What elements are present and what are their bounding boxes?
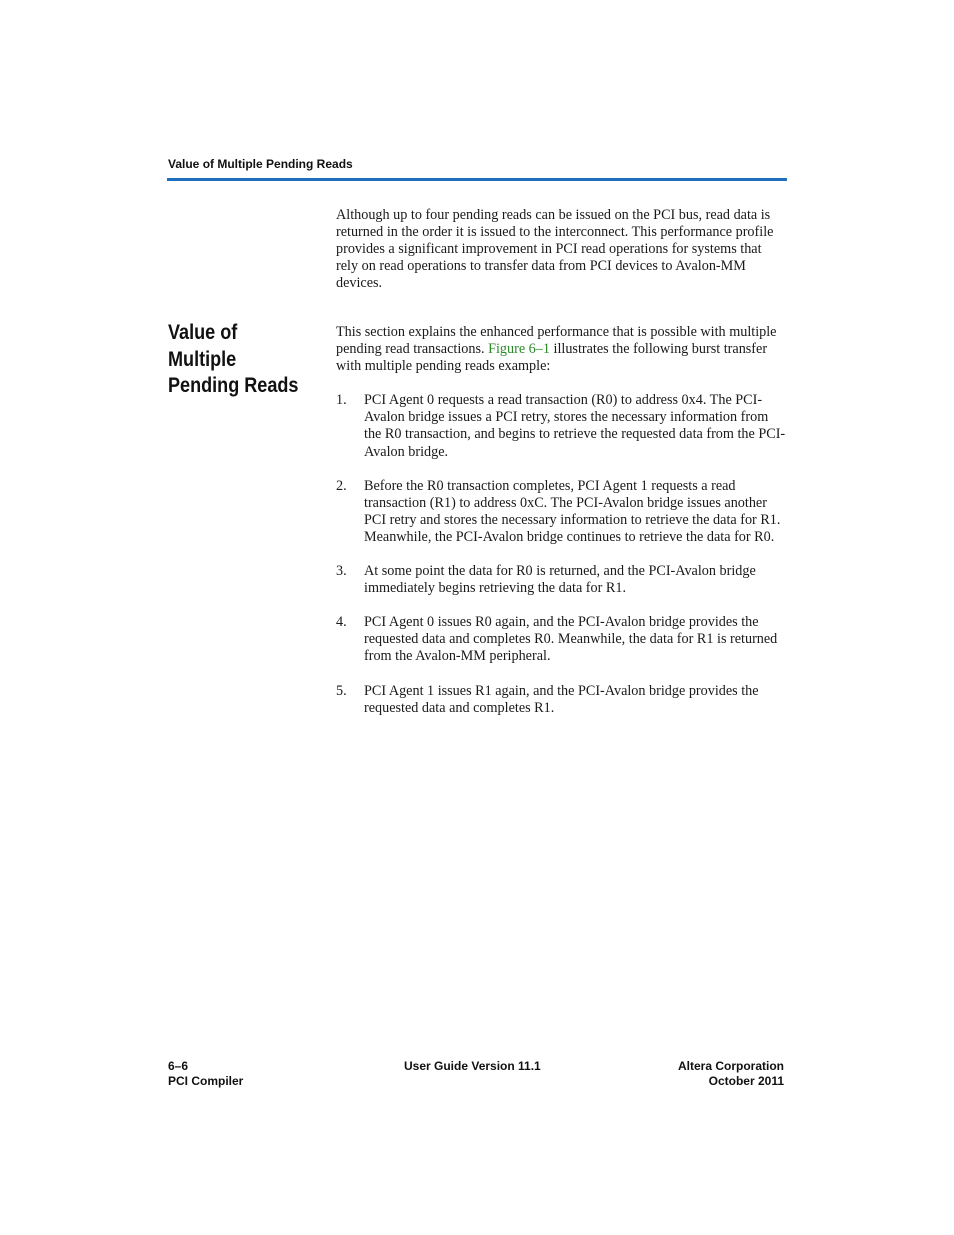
list-item-text: PCI Agent 0 issues R0 again, and the PCI-Avalon bridge provides the requested data and completes R0. Meanwhile, the data for R1 is returned from the Avalon-MM peripheral.	[364, 614, 778, 665]
list-item	[336, 563, 786, 597]
list-item	[336, 683, 786, 717]
list-item-text: At some point the data for R0 is returned, and the PCI-Avalon bridge immediately begins retrieving the data for R1.	[364, 563, 756, 597]
section-heading-line: Pending Reads	[168, 374, 299, 397]
list-item-number: 2.	[336, 477, 347, 494]
figure-link[interactable]: Figure 6–1	[488, 341, 550, 358]
footer-right	[678, 1059, 784, 1089]
lead-text-before-link: This section explains the enhanced performance that is possible with multiple pending read transactions.	[336, 324, 777, 358]
section-heading-line: Value of	[168, 321, 238, 344]
list-item-text: Before the R0 transaction completes, PCI Agent 1 requests a read transaction (R1) to address 0xC. The PCI-Avalon bridge issues another PCI retry and stores the necessary information to retrieve the data for R1. Meanwhile, the PCI-Avalon bridge continues to retrieve the data for R0.	[364, 477, 781, 545]
section-heading-line: Multiple	[168, 347, 237, 371]
section-body	[336, 324, 786, 734]
list-item-number: 3.	[336, 563, 347, 580]
list-item	[336, 478, 786, 546]
intro-paragraph	[336, 207, 786, 292]
section-heading	[168, 320, 306, 400]
intro-paragraph-text: Although up to four pending reads can be issued on the PCI bus, read data is returned in the order it is issued to the interconnect. This performance profile provides a significant improvement in PCI read operations for systems that rely on read operations to transfer data from PCI devices to Avalon-MM devices.	[336, 207, 774, 292]
footer-date: October 2011	[708, 1074, 784, 1088]
list-item	[336, 392, 786, 460]
list-item	[336, 614, 786, 665]
section-lead-paragraph	[336, 324, 786, 375]
list-item-number: 1.	[336, 392, 347, 409]
lead-text-after-link: illustrates the following burst transfer with multiple pending reads example:	[336, 341, 768, 375]
list-item-number: 4.	[336, 614, 347, 631]
header-rule	[167, 178, 787, 181]
steps-list	[336, 392, 786, 716]
footer-product: PCI Compiler	[168, 1074, 244, 1088]
list-item-number: 5.	[336, 682, 347, 699]
footer-guide-version: User Guide Version 11.1	[404, 1059, 541, 1073]
footer-company: Altera Corporation	[677, 1059, 784, 1073]
running-header-title: Value of Multiple Pending Reads	[168, 157, 353, 171]
footer-center	[404, 1059, 541, 1074]
footer-page-number: 6–6	[168, 1059, 189, 1073]
footer-left	[168, 1059, 243, 1089]
list-item-text: PCI Agent 1 issues R1 again, and the PCI-Avalon bridge provides the requested data and completes R1.	[364, 682, 759, 716]
list-item-text: PCI Agent 0 requests a read transaction (R0) to address 0x4. The PCI-Avalon bridge issues a PCI retry, stores the necessary information from the R0 transaction, and begins to retrieve the requested data from the PCI-Avalon bridge.	[364, 392, 786, 460]
